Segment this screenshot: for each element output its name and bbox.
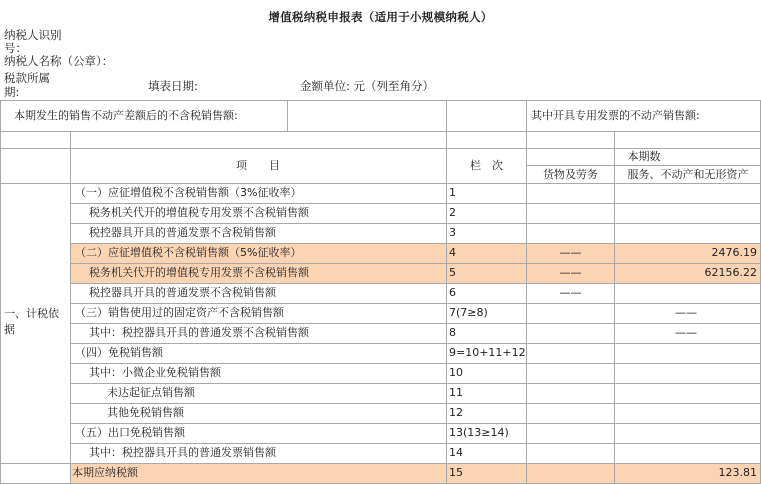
grid-vline	[446, 100, 447, 483]
grid-hline	[70, 263, 761, 264]
row-goods-value[interactable]	[527, 383, 614, 403]
row-item-label: 其他免税销售额	[107, 406, 184, 419]
row-item-label: 税控器具开具的普通发票不含税销售额	[89, 226, 276, 239]
header-column-no: 栏 次	[470, 159, 503, 172]
grid-hline	[0, 100, 761, 101]
row-goods-value[interactable]	[527, 463, 614, 483]
row-column-no: 14	[449, 446, 463, 459]
section-tax-basis: 一、计税依据	[4, 307, 59, 336]
row-item-label: 本期应纳税额	[72, 466, 138, 479]
row-services-value[interactable]: 2476.19	[711, 246, 757, 259]
row-item-label: （三）销售使用过的固定资产不含税销售额	[75, 306, 284, 319]
grid-hline	[70, 223, 761, 224]
row-item-label: （五）出口免税销售额	[75, 426, 185, 439]
row-goods-value[interactable]	[527, 323, 614, 343]
row-item-label: 其中：税控器具开具的普通发票不含税销售额	[89, 326, 309, 339]
row-goods-value[interactable]	[527, 223, 614, 243]
special-invoice-sales-label: 其中开具专用发票的不动产销售额:	[531, 109, 700, 122]
header-services-property: 服务、不动产和无形资产	[627, 168, 749, 181]
row-goods-value[interactable]	[527, 203, 614, 223]
row-column-no: 4	[449, 246, 456, 259]
row-goods-value[interactable]: ——	[559, 266, 582, 279]
form-title: 增值税纳税申报表（适用于小规模纳税人）	[268, 10, 493, 24]
row-column-no: 2	[449, 206, 456, 219]
row-services-value[interactable]: ——	[675, 306, 697, 319]
header-item: 项 目	[236, 159, 280, 172]
row-column-no: 12	[449, 406, 463, 419]
grid-vline	[614, 131, 615, 483]
grid-vline	[70, 131, 71, 484]
row-column-no: 11	[449, 386, 463, 399]
grid-hline	[70, 303, 761, 304]
grid-hline	[0, 131, 761, 132]
row-services-value[interactable]	[615, 423, 757, 443]
grid-hline	[70, 283, 761, 284]
header-current-period: 本期数	[627, 150, 661, 163]
grid-vline	[526, 100, 527, 483]
row-services-value[interactable]	[615, 283, 757, 303]
row-item-label: 税务机关代开的增值税专用发票不含税销售额	[89, 206, 309, 219]
row-column-no: 5	[449, 266, 456, 279]
grid-hline	[527, 165, 761, 166]
row-item-label: （四）免税销售额	[75, 346, 163, 359]
row-item-label: 其中：小微企业免税销售额	[89, 366, 221, 379]
row-services-value[interactable]	[615, 343, 757, 363]
row-goods-value[interactable]	[527, 363, 614, 383]
taxpayer-name-label: 纳税人名称（公章）：	[4, 54, 114, 68]
row-services-value[interactable]	[615, 443, 757, 463]
grid-vline	[0, 100, 1, 483]
row-item-label: 税控器具开具的普通发票不含税销售额	[89, 286, 276, 299]
grid-hline	[0, 148, 761, 149]
grid-hline	[70, 403, 761, 404]
row-services-value[interactable]: 62156.22	[704, 266, 757, 279]
tax-period-label: 税款所属期:	[4, 71, 50, 99]
grid-hline	[70, 363, 761, 364]
row-goods-value[interactable]	[527, 403, 614, 423]
row-column-no: 10	[449, 366, 463, 379]
row-item-label: 未达起征点销售额	[107, 386, 195, 399]
grid-hline	[70, 243, 761, 244]
row-column-no: 8	[449, 326, 456, 339]
grid-vline	[287, 100, 288, 131]
grid-hline	[70, 443, 761, 444]
row-goods-value[interactable]: ——	[559, 246, 582, 259]
grid-hline	[70, 203, 761, 204]
row-column-no: 1	[449, 186, 456, 199]
fill-date-label: 填表日期:	[148, 79, 198, 93]
grid-hline	[0, 183, 761, 184]
row-item-label: （一）应征增值税不含税销售额（3%征收率）	[75, 186, 302, 199]
row-column-no: 7(7≥8)	[449, 306, 488, 319]
real-estate-sales-label: 本期发生的销售不动产差额后的不含税销售额:	[14, 109, 238, 122]
row-goods-value[interactable]	[527, 423, 614, 443]
row-services-value[interactable]	[615, 383, 757, 403]
row-services-value[interactable]: 123.81	[718, 466, 757, 479]
taxpayer-id-label: 纳税人识别号：	[4, 28, 62, 55]
row-column-no: 15	[449, 466, 463, 479]
row-column-no: 9=10+11+12	[449, 346, 526, 359]
row-services-value[interactable]	[615, 363, 757, 383]
row-item-label: （二）应征增值税不含税销售额（5%征收率）	[75, 246, 302, 259]
row-column-no: 13(13≥14)	[449, 426, 509, 439]
grid-hline	[70, 423, 761, 424]
row-item-label: 其中：税控器具开具的普通发票销售额	[89, 446, 276, 459]
row-goods-value[interactable]	[527, 303, 614, 323]
row-services-value[interactable]	[615, 203, 757, 223]
row-services-value[interactable]: ——	[675, 326, 697, 339]
row-goods-value[interactable]: ——	[559, 286, 582, 299]
row-services-value[interactable]	[615, 223, 757, 243]
header-goods-services: 货物及劳务	[543, 168, 598, 181]
row-services-value[interactable]	[615, 403, 757, 423]
row-goods-value[interactable]	[527, 343, 614, 363]
grid-hline	[70, 323, 761, 324]
row-item-label: 税务机关代开的增值税专用发票不含税销售额	[89, 266, 309, 279]
row-column-no: 6	[449, 286, 456, 299]
row-goods-value[interactable]	[527, 443, 614, 463]
row-services-value[interactable]	[615, 183, 757, 203]
row-column-no: 3	[449, 226, 456, 239]
grid-hline	[70, 343, 761, 344]
amount-unit-label: 金额单位: 元（列至角分）	[300, 79, 435, 93]
grid-hline	[0, 463, 761, 464]
row-goods-value[interactable]	[527, 183, 614, 203]
grid-hline	[70, 383, 761, 384]
